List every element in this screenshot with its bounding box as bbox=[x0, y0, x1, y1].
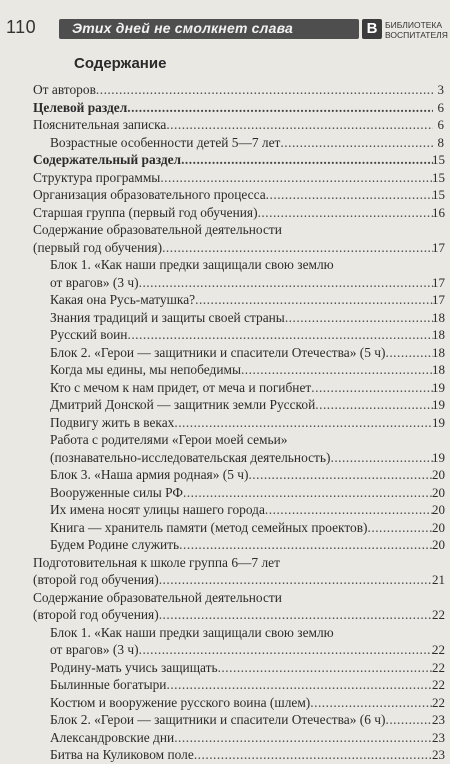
toc-entry bbox=[0, 239, 450, 257]
toc-entry-page: 19 bbox=[432, 449, 445, 465]
toc-entry bbox=[0, 711, 450, 729]
toc-entry-title: Кто с мечом к нам придет, от меча и погибнет bbox=[50, 379, 312, 395]
toc-entry-page: 20 bbox=[432, 502, 445, 517]
toc-entry-title: Александровские дни bbox=[50, 729, 175, 745]
toc-entry-page: 15 bbox=[432, 187, 445, 202]
dot-leader bbox=[248, 466, 433, 484]
toc-entry-page: 23 bbox=[432, 712, 445, 727]
toc-entry-title: Блок 2. «Герои — защитники и спасители Отечества» (6 ч) bbox=[50, 712, 386, 727]
toc-entry-title: Возрастные особенности детей 5—7 лет bbox=[50, 134, 281, 150]
toc-entry-line bbox=[33, 554, 433, 572]
dot-leader bbox=[258, 204, 433, 222]
dot-leader bbox=[265, 501, 433, 519]
toc-entry-page: 17 bbox=[432, 292, 445, 307]
toc-entry-line bbox=[33, 589, 433, 607]
toc-entry-title: от врагов» (3 ч) bbox=[50, 274, 139, 290]
toc-entry-line bbox=[33, 81, 433, 99]
toc-entry-title: Костюм и вооружение русского воина (шлем) bbox=[50, 694, 311, 710]
toc-entry-title: Блок 2. «Герои — защитники и спасители Отечества» (5 ч) bbox=[50, 344, 386, 360]
toc-entry-line bbox=[50, 676, 433, 694]
toc-entry bbox=[0, 274, 450, 292]
toc-entry bbox=[0, 291, 450, 309]
dot-leader bbox=[160, 169, 433, 187]
toc-entry-page: 22 bbox=[432, 642, 445, 657]
dot-leader bbox=[183, 484, 433, 502]
dot-leader bbox=[241, 361, 433, 379]
toc-entry bbox=[0, 361, 450, 379]
toc-entry-page: 20 bbox=[432, 537, 445, 552]
toc-entry-title: Содержательный раздел bbox=[33, 152, 182, 167]
toc-entry-line bbox=[33, 204, 433, 222]
toc-entry bbox=[0, 99, 450, 117]
toc-entry-line bbox=[50, 519, 433, 537]
dot-leader bbox=[181, 151, 433, 169]
toc-entry bbox=[0, 81, 450, 99]
toc-entry bbox=[0, 396, 450, 414]
toc-entry-title: Былинные богатыри bbox=[50, 677, 167, 692]
toc-entry-line bbox=[50, 746, 433, 764]
toc-entry bbox=[0, 641, 450, 659]
toc-entry-line bbox=[50, 291, 433, 309]
table-of-contents bbox=[0, 81, 450, 764]
toc-entry-title: Какая она Русь-матушка? bbox=[50, 292, 196, 307]
toc-entry-title: Битва на Куликовом поле bbox=[50, 747, 194, 762]
toc-entry-line bbox=[50, 134, 433, 152]
toc-entry-line bbox=[50, 641, 433, 659]
toc-entry-page: 19 bbox=[432, 379, 445, 395]
toc-entry-page: 19 bbox=[432, 414, 445, 430]
dot-leader bbox=[96, 81, 433, 99]
toc-entry-line bbox=[50, 729, 433, 747]
toc-entry-title: От авторов bbox=[33, 82, 96, 97]
toc-entry bbox=[0, 589, 450, 607]
toc-entry bbox=[0, 746, 450, 764]
toc-entry-page: 23 bbox=[432, 747, 445, 762]
running-header bbox=[0, 10, 450, 50]
toc-entry-page: 18 bbox=[432, 327, 445, 342]
toc-entry bbox=[0, 326, 450, 344]
toc-entry bbox=[0, 519, 450, 537]
toc-entry bbox=[0, 694, 450, 712]
toc-entry bbox=[0, 431, 450, 449]
toc-entry-title: Организация образовательного процесса bbox=[33, 187, 266, 202]
toc-entry-line bbox=[50, 711, 433, 729]
toc-entry-page: 18 bbox=[432, 362, 445, 377]
toc-entry-line bbox=[50, 361, 433, 379]
toc-entry bbox=[0, 571, 450, 589]
series-logo-line2: ВОСПИТАТЕЛЯ bbox=[385, 30, 448, 40]
toc-entry-line bbox=[33, 99, 433, 117]
toc-entry-line bbox=[50, 536, 433, 554]
toc-entry-page: 18 bbox=[432, 309, 445, 325]
dot-leader bbox=[385, 344, 433, 362]
dot-leader bbox=[166, 676, 433, 694]
toc-entry-title: Вооруженные силы РФ bbox=[50, 484, 183, 500]
toc-entry-title: (познавательно-исследовательская деятельность) bbox=[50, 449, 331, 465]
toc-entry-page: 20 bbox=[432, 467, 445, 482]
toc-entry-title: Пояснительная записка bbox=[33, 117, 167, 132]
dot-leader bbox=[218, 659, 433, 677]
toc-entry-title: Блок 1. «Как наши предки защищали свою землю bbox=[50, 257, 334, 272]
toc-entry-title: (первый год обучения) bbox=[33, 239, 163, 255]
toc-entry-title: Работа с родителями «Герои моей семьи» bbox=[50, 432, 288, 447]
dot-leader bbox=[174, 729, 433, 747]
toc-entry-title: Содержание образовательной деятельности bbox=[33, 589, 282, 605]
toc-entry-line bbox=[50, 659, 433, 677]
toc-entry-line bbox=[33, 239, 433, 257]
toc-entry-page: 15 bbox=[432, 152, 445, 167]
toc-entry-page: 22 bbox=[432, 694, 445, 710]
toc-entry bbox=[0, 536, 450, 554]
toc-entry-title: Блок 3. «Наша армия родная» (5 ч) bbox=[50, 467, 249, 482]
series-logo bbox=[360, 19, 448, 47]
toc-entry-line bbox=[50, 379, 433, 397]
toc-entry-page: 17 bbox=[432, 274, 445, 290]
toc-entry-title: Подвигу жить в веках bbox=[50, 414, 175, 430]
toc-entry-line bbox=[33, 221, 433, 239]
toc-entry bbox=[0, 501, 450, 519]
toc-entry bbox=[0, 344, 450, 362]
toc-entry bbox=[0, 169, 450, 187]
toc-entry bbox=[0, 134, 450, 152]
toc-entry-line bbox=[50, 256, 433, 274]
dot-leader bbox=[195, 291, 433, 309]
dot-leader bbox=[330, 449, 433, 467]
toc-entry-line bbox=[50, 414, 433, 432]
toc-entry bbox=[0, 414, 450, 432]
toc-entry-title: Целевой раздел bbox=[33, 99, 128, 115]
toc-entry-page: 19 bbox=[432, 397, 445, 412]
toc-entry bbox=[0, 554, 450, 572]
toc-entry-title: от врагов» (3 ч) bbox=[50, 642, 139, 657]
toc-entry-title: Содержание образовательной деятельности bbox=[33, 222, 282, 237]
toc-entry bbox=[0, 466, 450, 484]
dot-leader bbox=[310, 694, 433, 712]
toc-entry bbox=[0, 116, 450, 134]
toc-entry-line bbox=[33, 116, 433, 134]
dot-leader bbox=[174, 414, 433, 432]
toc-entry-title: (второй год обучения) bbox=[33, 607, 159, 622]
toc-entry-line bbox=[33, 606, 433, 624]
toc-entry-line bbox=[33, 151, 433, 169]
toc-entry-page: 15 bbox=[432, 169, 445, 185]
toc-entry-line bbox=[33, 186, 433, 204]
series-logo-line1: БИБЛИОТЕКА bbox=[385, 20, 443, 30]
toc-entry-page: 3 bbox=[437, 82, 444, 97]
toc-entry-title: Старшая группа (первый год обучения) bbox=[33, 204, 258, 220]
dot-leader bbox=[285, 309, 433, 327]
toc-entry bbox=[0, 309, 450, 327]
toc-entry-page: 23 bbox=[432, 729, 445, 745]
dot-leader bbox=[159, 606, 433, 624]
toc-entry bbox=[0, 729, 450, 747]
toc-entry-title: Структура программы bbox=[33, 169, 161, 185]
toc-entry-title: (второй год обучения) bbox=[33, 572, 159, 587]
toc-entry bbox=[0, 624, 450, 642]
dot-leader bbox=[139, 274, 433, 292]
dot-leader bbox=[266, 186, 433, 204]
dot-leader bbox=[166, 116, 433, 134]
toc-entry bbox=[0, 204, 450, 222]
toc-entry-line bbox=[50, 431, 433, 449]
dot-leader bbox=[159, 571, 433, 589]
toc-entry-page: 22 bbox=[432, 677, 445, 692]
toc-entry bbox=[0, 151, 450, 169]
toc-entry-title: Их имена носят улицы нашего города bbox=[50, 502, 265, 517]
toc-entry-page: 6 bbox=[437, 117, 444, 132]
running-title: Этих дней не смолкнет слава bbox=[72, 20, 294, 36]
toc-entry bbox=[0, 606, 450, 624]
dot-leader bbox=[385, 711, 433, 729]
toc-entry-line bbox=[50, 624, 433, 642]
toc-entry-title: Когда мы едины, мы непобедимы bbox=[50, 362, 241, 377]
toc-entry-page: 6 bbox=[437, 99, 444, 115]
dot-leader bbox=[368, 519, 434, 537]
dot-leader bbox=[127, 99, 433, 117]
toc-entry-title: Будем Родине служить bbox=[50, 537, 180, 552]
dot-leader bbox=[194, 746, 433, 764]
toc-entry bbox=[0, 449, 450, 467]
toc-entry-page: 22 bbox=[432, 659, 445, 675]
toc-entry-line bbox=[50, 484, 433, 502]
toc-entry-page: 18 bbox=[432, 344, 445, 360]
toc-entry-title: Русский воин bbox=[50, 327, 128, 342]
dot-leader bbox=[315, 396, 433, 414]
toc-entry-title: Книга — хранитель памяти (метод семейных проектов) bbox=[50, 519, 368, 535]
toc-entry-title: Знания традиций и защиты своей страны bbox=[50, 309, 285, 325]
toc-entry bbox=[0, 676, 450, 694]
toc-entry-line bbox=[50, 396, 433, 414]
dot-leader bbox=[139, 641, 433, 659]
toc-entry-line bbox=[50, 466, 433, 484]
toc-entry bbox=[0, 186, 450, 204]
toc-entry-page: 16 bbox=[432, 204, 445, 220]
toc-entry-page: 8 bbox=[437, 134, 444, 150]
toc-entry-title: Подготовительная к школе группа 6—7 лет bbox=[33, 554, 280, 570]
toc-entry-page: 21 bbox=[432, 572, 445, 587]
dot-leader bbox=[280, 134, 433, 152]
toc-entry-page: 20 bbox=[432, 519, 445, 535]
toc-entry-page: 22 bbox=[432, 607, 445, 622]
dot-leader bbox=[311, 379, 433, 397]
toc-entry-line bbox=[50, 449, 433, 467]
toc-entry bbox=[0, 221, 450, 239]
toc-entry-line bbox=[50, 344, 433, 362]
toc-entry-title: Родину-мать учись защищать bbox=[50, 659, 218, 675]
toc-entry bbox=[0, 256, 450, 274]
toc-entry-line bbox=[50, 501, 433, 519]
toc-entry bbox=[0, 484, 450, 502]
dot-leader bbox=[127, 326, 433, 344]
toc-entry-page: 20 bbox=[432, 484, 445, 500]
toc-entry-line bbox=[50, 309, 433, 327]
dot-leader bbox=[162, 239, 433, 257]
dot-leader bbox=[179, 536, 433, 554]
contents-heading: Содержание bbox=[74, 55, 167, 72]
toc-entry-line bbox=[50, 274, 433, 292]
toc-entry-line bbox=[50, 326, 433, 344]
page-number: 110 bbox=[6, 17, 37, 37]
toc-entry bbox=[0, 379, 450, 397]
toc-entry bbox=[0, 659, 450, 677]
series-logo-letter: В bbox=[362, 19, 382, 39]
toc-entry-page: 17 bbox=[432, 239, 445, 255]
toc-entry-line bbox=[33, 571, 433, 589]
toc-entry-title: Блок 1. «Как наши предки защищали свою землю bbox=[50, 624, 334, 640]
toc-entry-title: Дмитрий Донской — защитник земли Русской bbox=[50, 397, 316, 412]
toc-entry-line bbox=[50, 694, 433, 712]
toc-entry-line bbox=[33, 169, 433, 187]
